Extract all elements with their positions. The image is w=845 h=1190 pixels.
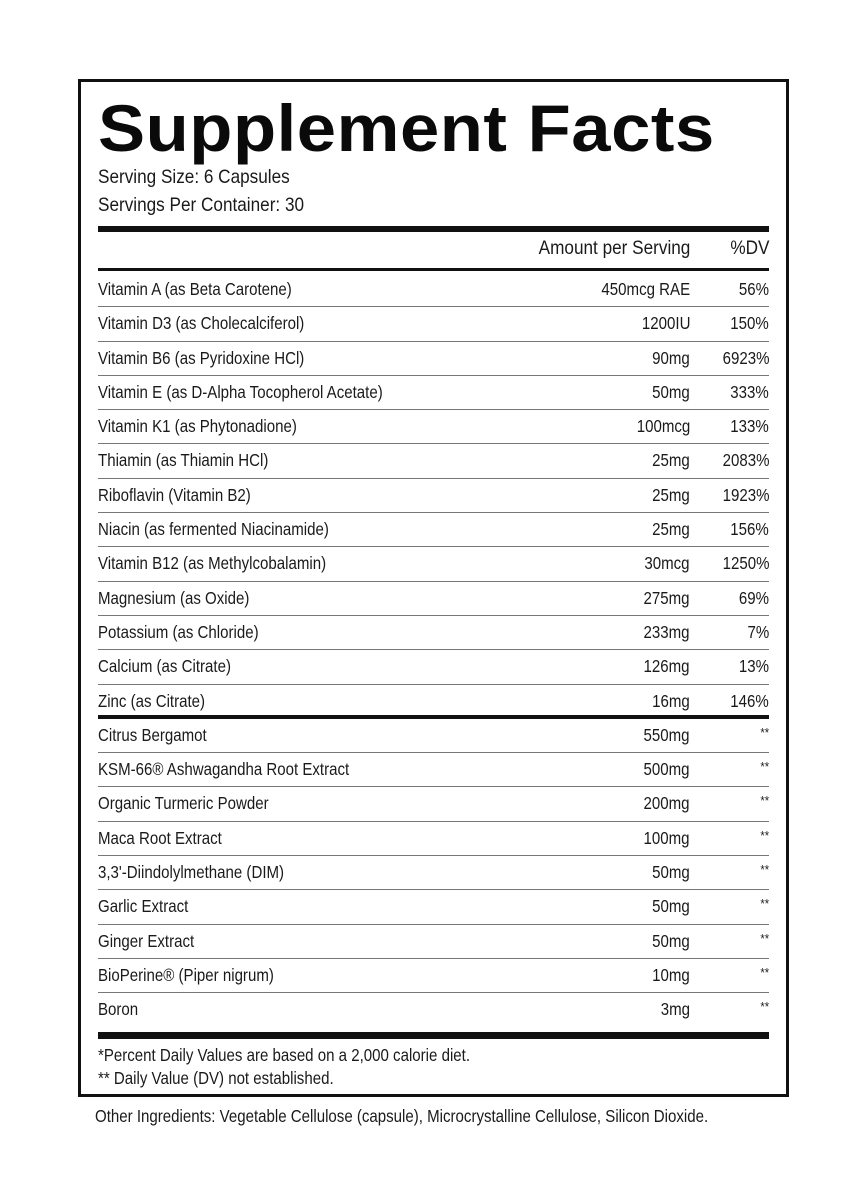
ingredient-dv: ** [760,759,769,775]
ingredient-row [98,753,769,787]
ingredient-dv: ** [760,827,769,843]
ingredient-dv: 69% [738,587,769,608]
ingredient-amount: 90mg [652,347,690,368]
column-header-amount: Amount per Serving [538,237,690,259]
ingredient-name: Calcium (as Citrate) [98,656,231,677]
ingredient-name: Thiamin (as Thiamin HCl) [98,450,269,471]
ingredient-name: Maca Root Extract [98,827,222,848]
ingredient-dv: 156% [730,519,769,540]
vitamin-row [98,582,769,616]
vitamin-row [98,444,769,478]
header-divider [98,268,769,271]
ingredient-row [98,787,769,821]
vitamin-row [98,376,769,410]
ingredient-amount: 100mcg [636,416,690,437]
ingredient-amount: 50mg [652,862,690,883]
ingredient-amount: 50mg [652,896,690,917]
ingredient-dv: ** [760,896,769,912]
ingredient-dv: ** [760,793,769,809]
ingredient-name: Ginger Extract [98,930,195,951]
vitamin-row [98,513,769,547]
ingredient-name: 3,3'-Diindolylmethane (DIM) [98,862,285,883]
ingredient-dv: 333% [730,381,769,402]
panel-title: Supplement Facts [98,91,715,165]
ingredient-row [98,719,769,753]
serving-size: Serving Size: 6 Capsules [98,166,290,188]
ingredient-name: Boron [98,999,139,1020]
thick-divider-bottom [98,1032,769,1039]
ingredient-row [98,925,769,959]
ingredient-name: Vitamin B12 (as Methylcobalamin) [98,553,327,574]
ingredient-amount: 200mg [643,793,690,814]
vitamin-row [98,547,769,581]
ingredient-dv: 150% [730,313,769,334]
ingredient-dv: 133% [730,416,769,437]
ingredient-dv: 56% [738,279,769,299]
ingredient-name: KSM-66® Ashwagandha Root Extract [98,759,350,780]
ingredient-dv: ** [760,999,769,1015]
footnote-percent-dv: *Percent Daily Values are based on a 2,000 calorie diet. [98,1045,471,1065]
servings-per-container: Servings Per Container: 30 [98,194,305,216]
ingredient-row [98,856,769,890]
vitamin-row [98,479,769,513]
footnote-dv-not-established: ** Daily Value (DV) not established. [98,1068,334,1088]
ingredient-name: Vitamin E (as D-Alpha Tocopherol Acetate) [98,381,383,402]
vitamin-row [98,685,769,719]
ingredient-dv: ** [760,724,769,740]
ingredient-amount: 50mg [652,381,690,402]
ingredient-dv: ** [760,964,769,980]
ingredient-amount: 450mcg RAE [601,279,690,299]
ingredient-name: Niacin (as fermented Niacinamide) [98,519,329,540]
ingredient-dv: 6923% [722,347,769,368]
ingredient-dv: 2083% [722,450,769,471]
ingredient-row [98,822,769,856]
ingredient-dv: ** [760,862,769,878]
ingredient-amount: 25mg [652,519,690,540]
ingredient-amount: 100mg [643,827,690,848]
vitamin-row [98,342,769,376]
ingredient-row [98,959,769,993]
ingredient-amount: 1200IU [641,313,690,334]
ingredient-row [98,993,769,1027]
ingredient-amount: 16mg [652,690,690,711]
ingredient-amount: 550mg [643,724,690,745]
ingredient-dv: 1923% [722,484,769,505]
ingredient-row [98,890,769,924]
column-header-dv: %DV [729,237,769,259]
nutrient-table [98,273,769,1028]
ingredient-amount: 3mg [660,999,690,1020]
ingredient-amount: 500mg [643,759,690,780]
ingredient-name: Organic Turmeric Powder [98,793,269,814]
ingredient-dv: 146% [730,690,769,711]
ingredient-name: Citrus Bergamot [98,724,207,745]
ingredient-amount: 126mg [643,656,690,677]
vitamin-row [98,616,769,650]
ingredient-dv: 13% [738,656,769,677]
ingredient-amount: 30mcg [644,553,690,574]
ingredient-dv: 7% [747,621,769,642]
ingredient-amount: 275mg [643,587,690,608]
ingredient-amount: 233mg [643,621,690,642]
ingredient-name: Vitamin B6 (as Pyridoxine HCl) [98,347,305,368]
vitamin-row [98,307,769,341]
ingredient-dv: 1250% [722,553,769,574]
vitamin-row [98,410,769,444]
other-ingredients: Other Ingredients: Vegetable Cellulose (capsule), Microcrystalline Cellulose, Silicon Dioxide. [95,1106,709,1126]
vitamin-row [98,273,769,307]
thick-divider-top [98,226,769,232]
ingredient-name: Vitamin K1 (as Phytonadione) [98,416,297,437]
ingredient-name: Vitamin A (as Beta Carotene) [98,279,292,299]
supplement-facts-panel [78,79,789,1097]
ingredient-name: Potassium (as Chloride) [98,621,259,642]
ingredient-name: BioPerine® (Piper nigrum) [98,964,274,985]
ingredient-amount: 25mg [652,450,690,471]
vitamin-row [98,650,769,684]
ingredient-name: Magnesium (as Oxide) [98,587,250,608]
ingredient-name: Garlic Extract [98,896,189,917]
ingredient-name: Zinc (as Citrate) [98,690,206,711]
ingredient-amount: 25mg [652,484,690,505]
ingredient-amount: 50mg [652,930,690,951]
ingredient-amount: 10mg [652,964,690,985]
ingredient-name: Vitamin D3 (as Cholecalciferol) [98,313,305,334]
ingredient-dv: ** [760,930,769,946]
ingredient-name: Riboflavin (Vitamin B2) [98,484,251,505]
